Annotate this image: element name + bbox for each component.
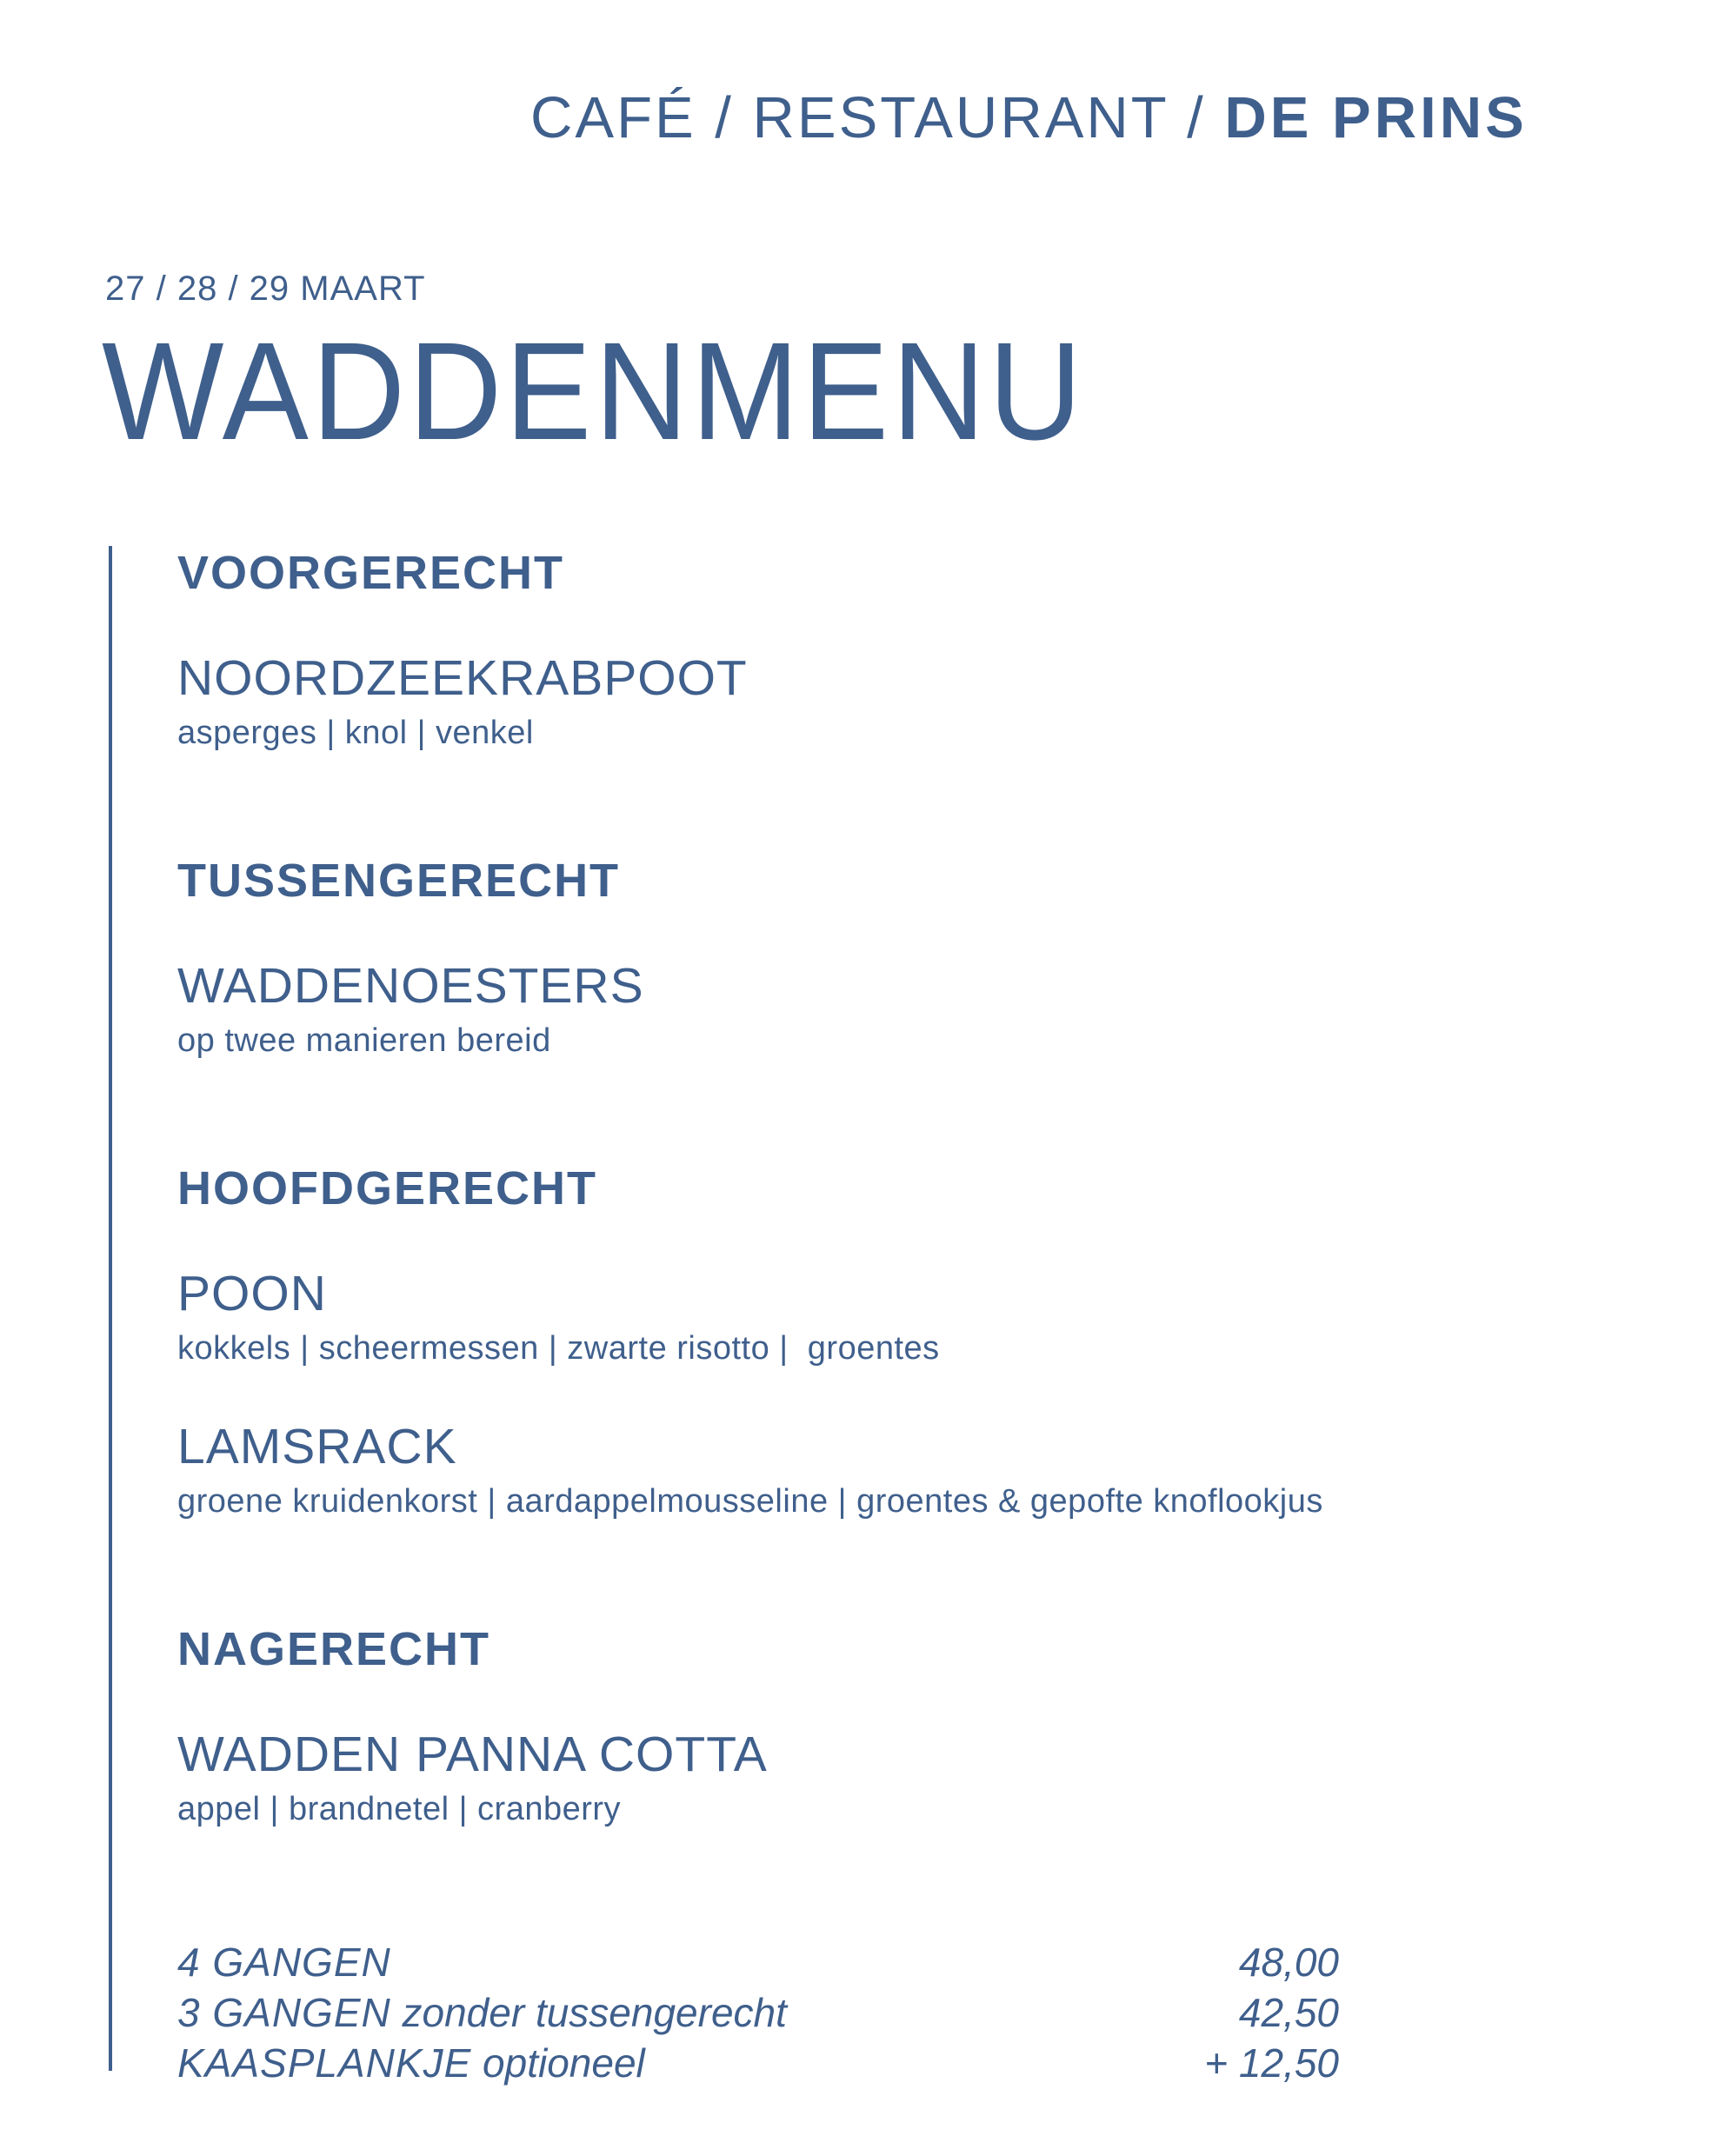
- brand-name: DE PRINS: [1224, 85, 1528, 150]
- dish-name: NOORDZEEKRABPOOT: [177, 650, 748, 706]
- vertical-divider: [109, 546, 112, 2071]
- dish-name: POON: [177, 1266, 327, 1321]
- price-label: [177, 1940, 391, 1985]
- price-value: 48,00: [1238, 1940, 1339, 1985]
- dish-name: LAMSRACK: [177, 1419, 457, 1474]
- price-value: + 12,50: [1204, 2040, 1339, 2086]
- price-label: [177, 1990, 787, 2035]
- dish-description: groene kruidenkorst | aardappelmousseline | groentes & gepofte knoflookjus: [177, 1483, 1323, 1520]
- price-label-note: zonder tussengerecht: [390, 1990, 787, 2035]
- course-heading-tussengerecht: TUSSENGERECHT: [177, 855, 621, 907]
- dish-description: appel | brandnetel | cranberry: [177, 1791, 622, 1827]
- price-row-cheese-board: [177, 2040, 1339, 2086]
- restaurant-brand: [530, 85, 1528, 150]
- price-label: [177, 2040, 645, 2086]
- price-row-3-courses: [177, 1990, 1339, 2035]
- menu-title: WADDENMENU: [102, 313, 1086, 469]
- dish-description: op twee manieren bereid: [177, 1022, 551, 1059]
- dish-description: kokkels | scheermessen | zwarte risotto | groentes: [177, 1330, 940, 1367]
- price-label-main: 3 GANGEN: [177, 1990, 391, 2035]
- dish-description: asperges | knol | venkel: [177, 715, 534, 751]
- price-label-main: KAASPLANKJE: [177, 2040, 472, 2086]
- course-heading-voorgerecht: VOORGERECHT: [177, 547, 565, 599]
- dish-name: WADDEN PANNA COTTA: [177, 1727, 768, 1782]
- course-heading-nagerecht: NAGERECHT: [177, 1623, 491, 1675]
- price-label-note: optioneel: [471, 2040, 645, 2086]
- course-heading-hoofdgerecht: HOOFDGERECHT: [177, 1162, 597, 1214]
- price-value: 42,50: [1238, 1990, 1339, 2035]
- price-row-4-courses: [177, 1940, 1339, 1985]
- brand-prefix: CAFÉ / RESTAURANT /: [530, 85, 1225, 150]
- price-label-main: 4 GANGEN: [177, 1940, 391, 1985]
- dish-name: WADDENOESTERS: [177, 958, 644, 1014]
- menu-dates: 27 / 28 / 29 MAART: [105, 270, 426, 308]
